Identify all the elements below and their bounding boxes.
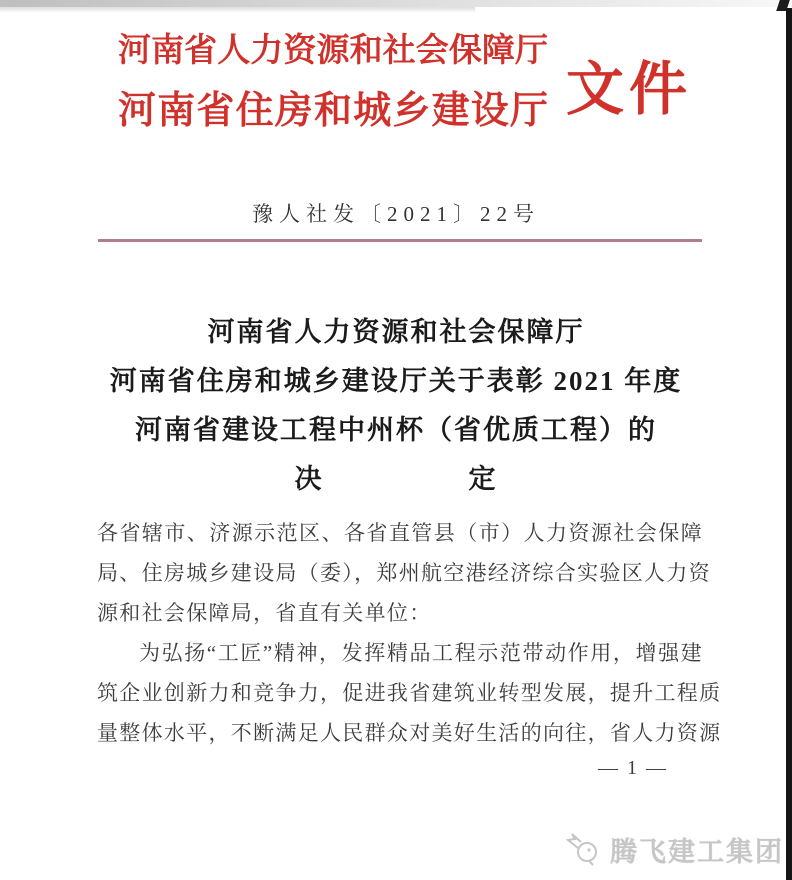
title-line-1: 河南省人力资源和社会保障厅 xyxy=(207,317,585,347)
letterhead xyxy=(118,22,693,142)
page-number: — 1 — xyxy=(598,757,668,779)
document-type-label: 文件 xyxy=(566,57,693,122)
watermark-text: 腾飞建工集团 xyxy=(610,836,784,867)
scan-artifact-top xyxy=(0,0,792,7)
body-line: 源和社会保障局，省直有关单位： xyxy=(97,601,432,625)
agency-name-line2: 河南省住房和城乡建设厅 xyxy=(118,90,548,132)
document-body xyxy=(97,513,722,753)
title-line-2: 河南省住房和城乡建设厅关于表彰 2021 年度 xyxy=(109,366,683,396)
body-line: 各省辖市、济源示范区、各省直管县（市）人力资源社会保障 xyxy=(97,521,703,545)
body-line: 局、住房城乡建设局（委），郑州航空港经济综合实验区人力资 xyxy=(97,561,711,585)
tengfei-logo-icon xyxy=(565,832,603,866)
title-line-4: 决 定 xyxy=(294,464,498,494)
scan-artifact-top-fade xyxy=(0,7,475,13)
body-line: 量整体水平，不断满足人民群众对美好生活的向往，省人力资源 xyxy=(97,721,722,745)
watermark xyxy=(565,831,784,867)
issuing-agencies xyxy=(118,22,548,142)
title-line-3: 河南省建设工程中州杯（省优质工程）的 xyxy=(135,415,657,445)
red-divider-line xyxy=(98,239,702,242)
document-title xyxy=(0,308,792,504)
agency-name-line1: 河南省人力资源和社会保障厅 xyxy=(118,33,548,69)
body-line: 筑企业创新力和竞争力，促进我省建筑业转型发展，提升工程质 xyxy=(97,681,722,705)
document-number: 豫人社发〔2021〕22号 xyxy=(252,202,540,226)
body-line: 为弘扬“工匠”精神，发挥精品工程示范带动作用，增强建 xyxy=(139,641,703,665)
